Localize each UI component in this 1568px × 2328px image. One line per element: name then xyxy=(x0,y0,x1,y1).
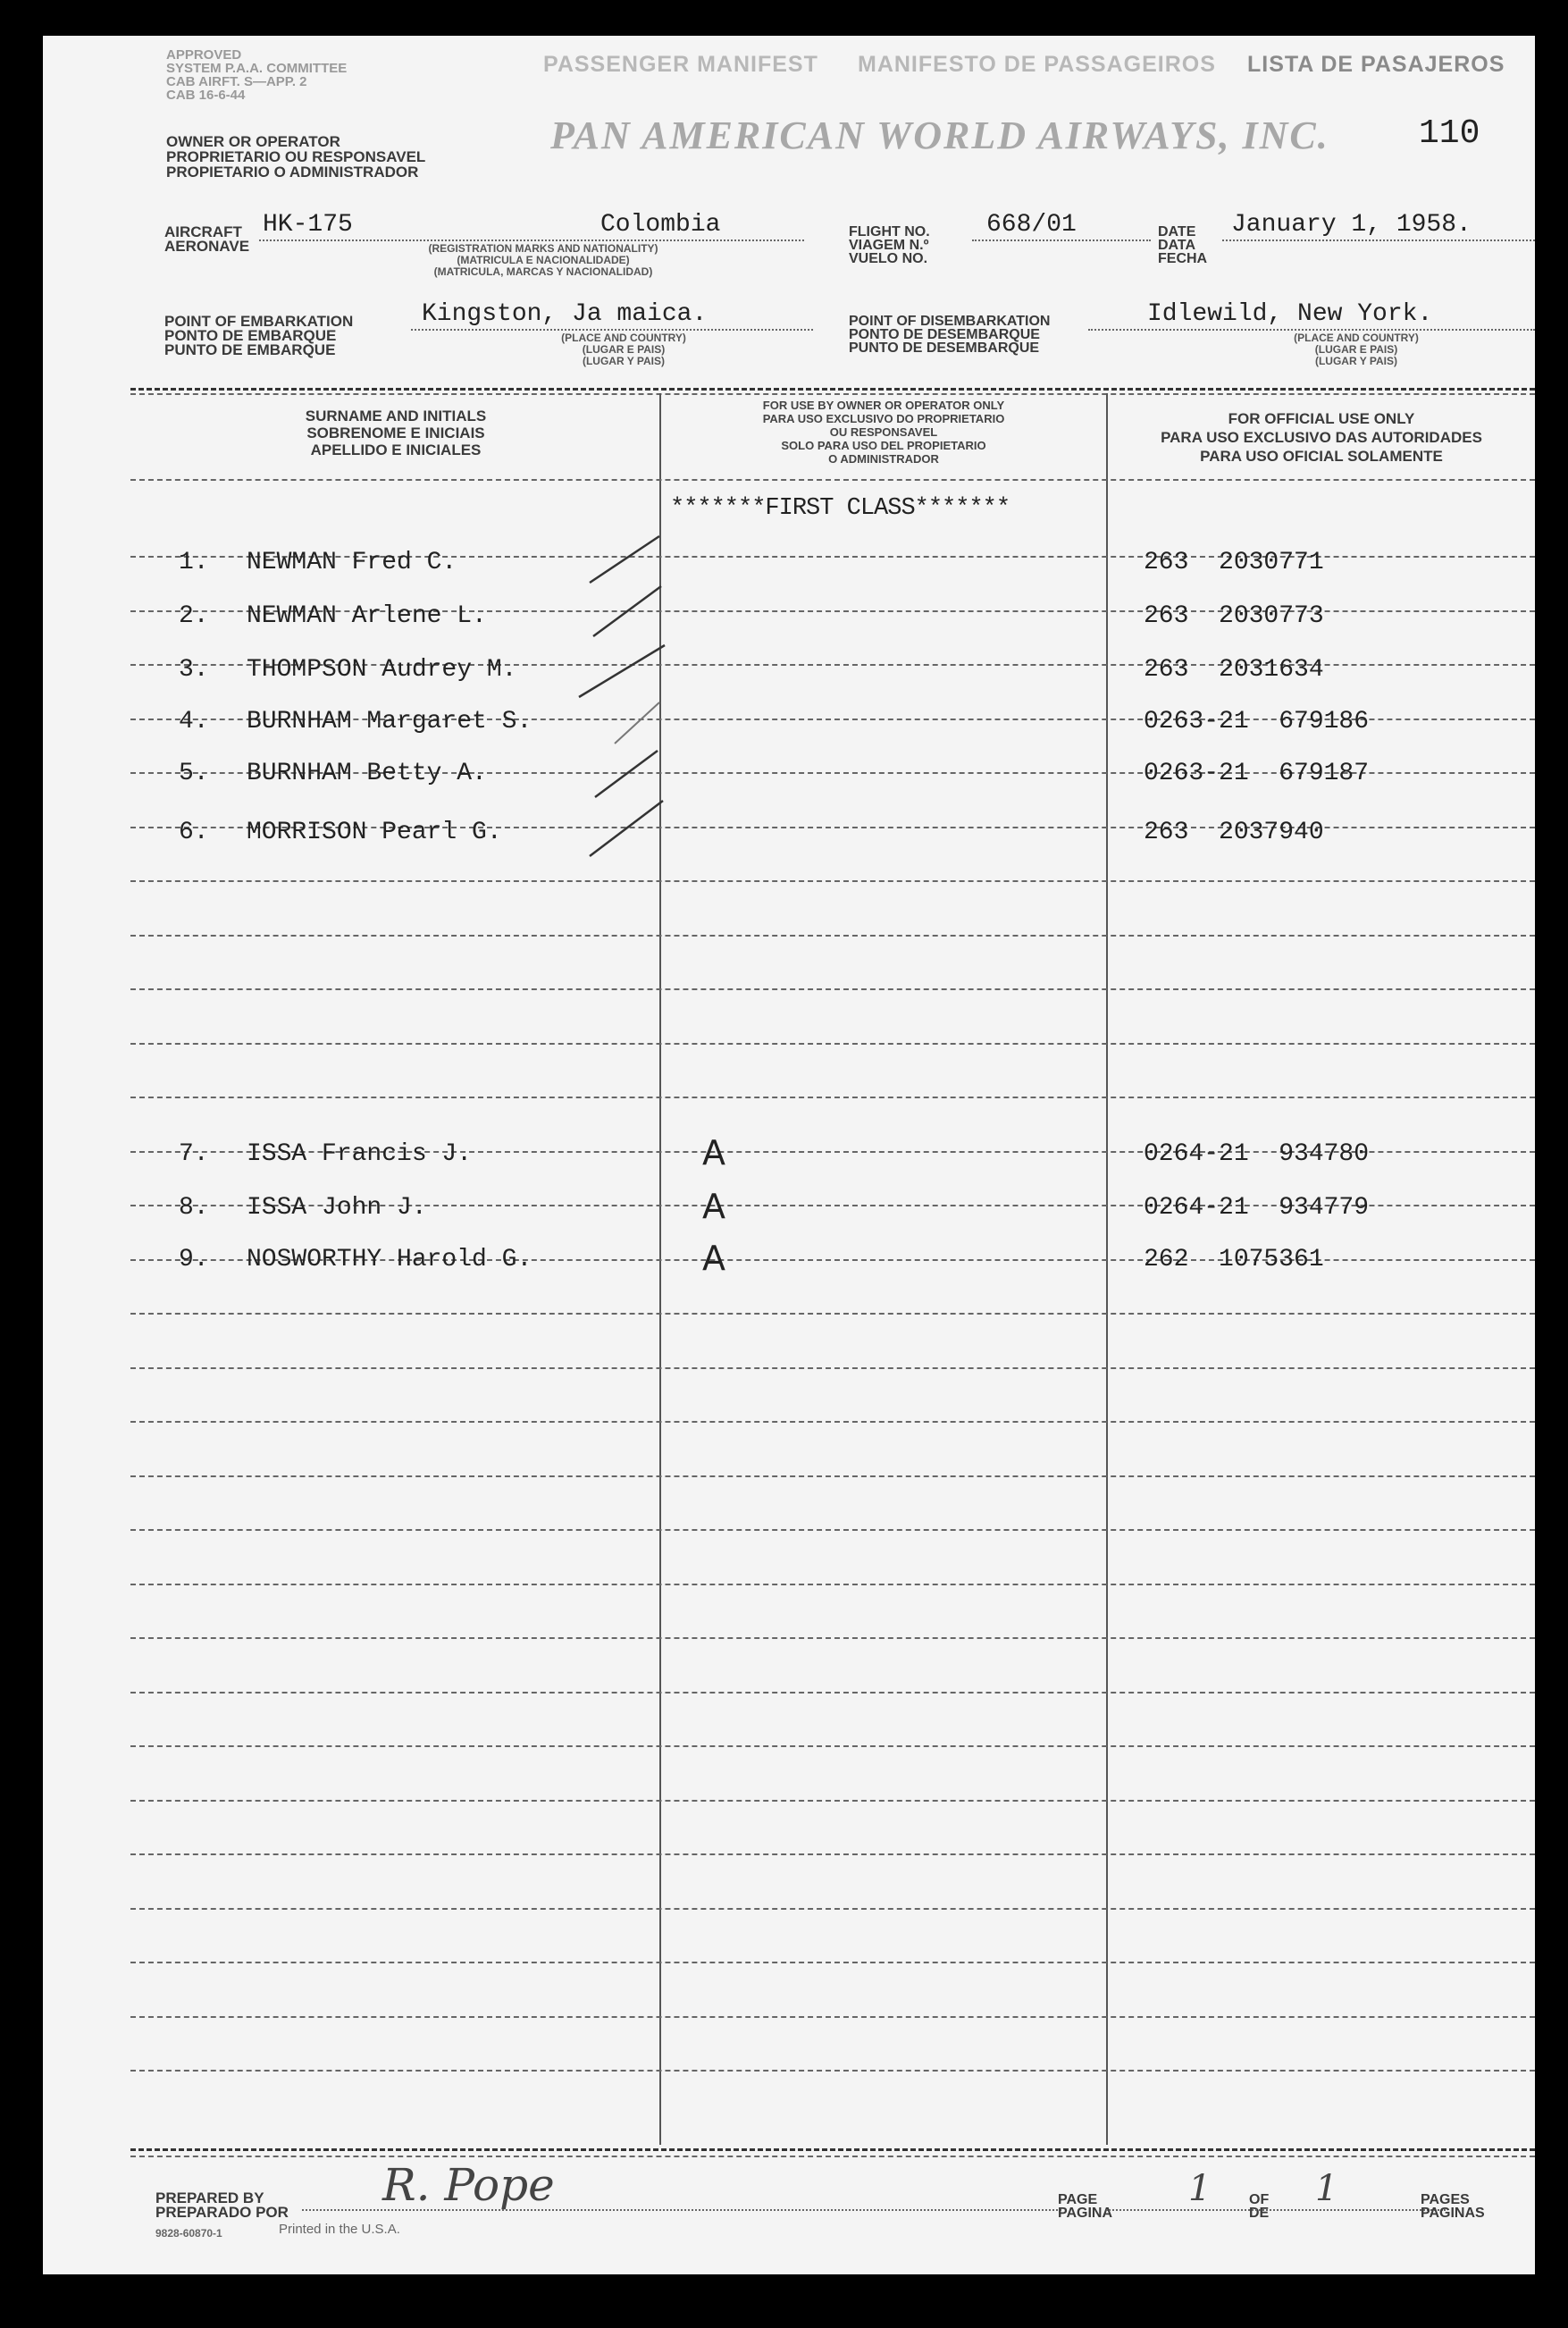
aircraft-sublabel: (REGISTRATION MARKS AND NATIONALITY) xyxy=(428,242,658,255)
passenger-owner-mark: A xyxy=(702,1239,725,1278)
printed-in: Printed in the U.S.A. xyxy=(279,2222,400,2237)
form-number: 9828-60870-1 xyxy=(155,2227,222,2240)
aircraft-registration: HK-175 xyxy=(263,211,353,239)
first-class-banner: *******FIRST CLASS******* xyxy=(670,495,1010,522)
passenger-name: ISSA Francis J. xyxy=(247,1140,473,1168)
passenger-number: 1. xyxy=(179,549,209,576)
owner-header-line: PARA USO EXCLUSIVO DO PROPRIETARIO xyxy=(762,412,1005,425)
embarkation-sublabel: (LUGAR Y PAIS) xyxy=(582,355,665,367)
approval-line: CAB AIRFT. S—APP. 2 xyxy=(166,74,307,89)
pages-underline xyxy=(1106,2209,1446,2211)
flight-label: FLIGHT NO. xyxy=(849,224,930,240)
flight-label: VUELO NO. xyxy=(849,251,928,266)
flight-date: January 1, 1958. xyxy=(1231,211,1472,239)
passenger-ticket-number: 0263-21 679186 xyxy=(1144,708,1370,735)
disembarkation-sublabel: (LUGAR Y PAIS) xyxy=(1314,355,1397,367)
check-mark xyxy=(593,586,661,636)
check-mark xyxy=(590,536,659,583)
passenger-ticket-number: 0264-21 934780 xyxy=(1144,1140,1370,1168)
preparer-signature: R. Pope xyxy=(382,2159,555,2211)
disembarkation-label: PONTO DE DESEMBARQUE xyxy=(849,327,1040,342)
check-mark xyxy=(615,702,659,744)
names-header-line: SOBRENOME E INICIAIS xyxy=(306,424,485,441)
manifest-sheet xyxy=(43,36,1535,2274)
operator-name: PAN AMERICAN WORLD AIRWAYS, INC. xyxy=(550,113,1329,157)
check-marks xyxy=(43,36,1535,2274)
passenger-ticket-number: 0264-21 934779 xyxy=(1144,1194,1370,1222)
check-mark xyxy=(595,751,658,797)
aircraft-label: AIRCRAFT xyxy=(164,223,242,240)
aircraft-sublabel: (MATRICULA E NACIONALIDADE) xyxy=(457,254,630,266)
check-mark xyxy=(590,801,663,856)
passenger-ticket-number: 262 1075361 xyxy=(1144,1246,1324,1273)
owner-label: OWNER OR OPERATOR xyxy=(166,133,340,150)
passenger-ticket-number: 263 2030773 xyxy=(1144,602,1324,630)
flight-label: VIAGEM N.º xyxy=(849,238,929,253)
approval-line: CAB 16-6-44 xyxy=(166,88,246,103)
passenger-number: 8. xyxy=(179,1194,209,1222)
passenger-name: BURNHAM Betty A. xyxy=(247,760,487,787)
of-label: OF xyxy=(1249,2192,1270,2207)
page-label: PAGINA xyxy=(1058,2206,1113,2221)
prepared-label: PREPARED BY xyxy=(155,2189,264,2206)
signature-underline xyxy=(302,2209,1061,2211)
official-header-line: PARA USO OFICIAL SOLAMENTE xyxy=(1200,448,1443,465)
official-header-line: FOR OFFICIAL USE ONLY xyxy=(1228,410,1415,427)
of-value: 1 xyxy=(1315,2168,1338,2209)
passenger-owner-mark: A xyxy=(702,1187,725,1226)
check-mark xyxy=(579,645,665,697)
passenger-number: 6. xyxy=(179,819,209,846)
title-passenger-manifest: PASSENGER MANIFEST xyxy=(543,52,818,77)
passenger-ticket-number: 263 2037940 xyxy=(1144,819,1324,846)
embarkation-sublabel: (LUGAR E PAIS) xyxy=(582,343,666,356)
page-label: PAGE xyxy=(1058,2192,1098,2207)
passenger-name: BURNHAM Margaret S. xyxy=(247,708,532,735)
passenger-ticket-number: 263 2030771 xyxy=(1144,549,1324,576)
flight-number: 668/01 xyxy=(986,211,1077,239)
owner-header-line: O ADMINISTRADOR xyxy=(828,452,939,466)
disembarkation-label: PUNTO DE DESEMBARQUE xyxy=(849,340,1040,356)
owner-header-line: FOR USE BY OWNER OR OPERATOR ONLY xyxy=(762,399,1005,412)
passenger-number: 4. xyxy=(179,708,209,735)
owner-label: PROPIETARIO O ADMINISTRADOR xyxy=(166,164,419,181)
approval-line: APPROVED xyxy=(166,47,242,63)
passenger-number: 5. xyxy=(179,760,209,787)
embarkation-label: PONTO DE EMBARQUE xyxy=(164,327,337,344)
footer-rule-2 xyxy=(130,2156,1535,2157)
aircraft-label: AERONAVE xyxy=(164,238,250,255)
official-header-line: PARA USO EXCLUSIVO DAS AUTORIDADES xyxy=(1161,429,1482,446)
passenger-number: 7. xyxy=(179,1140,209,1168)
embarkation-label: PUNTO DE EMBARQUE xyxy=(164,341,336,358)
disembarkation-place: Idlewild, New York. xyxy=(1147,300,1433,328)
passenger-name: ISSA John J. xyxy=(247,1194,427,1222)
passenger-name: NEWMAN Arlene L. xyxy=(247,602,487,630)
pages-label: PAGINAS xyxy=(1421,2206,1485,2221)
title-manifesto-passageiros: MANIFESTO DE PASSAGEIROS xyxy=(858,52,1216,77)
date-label: FECHA xyxy=(1158,251,1208,266)
date-label: DATA xyxy=(1158,238,1196,253)
passenger-name: MORRISON Pearl G. xyxy=(247,819,502,846)
owner-header-line: SOLO PARA USO DEL PROPIETARIO xyxy=(781,439,986,452)
date-label: DATE xyxy=(1158,224,1196,240)
passenger-name: NOSWORTHY Harold G. xyxy=(247,1246,532,1273)
embarkation-place: Kingston, Ja maica. xyxy=(422,300,708,328)
disembarkation-sublabel: (PLACE AND COUNTRY) xyxy=(1294,332,1419,344)
disembarkation-sublabel: (LUGAR E PAIS) xyxy=(1314,343,1398,356)
footer-rule xyxy=(130,2148,1535,2151)
embarkation-sublabel: (PLACE AND COUNTRY) xyxy=(561,332,686,344)
prepared-label: PREPARADO POR xyxy=(155,2204,289,2221)
prepared-by-labels xyxy=(155,2191,289,2220)
pages-labels xyxy=(1421,2193,1485,2220)
disembarkation-label: POINT OF DISEMBARKATION xyxy=(849,314,1051,329)
names-header-line: APELLIDO E INICIALES xyxy=(310,441,482,458)
approval-line: SYSTEM P.A.A. COMMITTEE xyxy=(166,61,348,76)
passenger-ticket-number: 0263-21 679187 xyxy=(1144,760,1370,787)
passenger-ticket-number: 263 2031634 xyxy=(1144,656,1324,684)
owner-header-line: OU RESPONSAVEL xyxy=(829,425,938,439)
page-value: 1 xyxy=(1188,2168,1212,2209)
title-lista-pasajeros: LISTA DE PASAJEROS xyxy=(1247,52,1505,77)
passenger-owner-mark: A xyxy=(702,1133,725,1172)
owner-label: PROPRIETARIO OU RESPONSAVEL xyxy=(166,148,426,165)
names-header-line: SURNAME AND INITIALS xyxy=(305,408,487,424)
passenger-name: THOMPSON Audrey M. xyxy=(247,656,517,684)
aircraft-nationality: Colombia xyxy=(600,211,721,239)
aircraft-sublabel: (MATRICULA, MARCAS Y NACIONALIDAD) xyxy=(433,265,653,278)
embarkation-label: POINT OF EMBARKATION xyxy=(164,313,354,330)
passenger-name: NEWMAN Fred C. xyxy=(247,549,457,576)
of-label: DE xyxy=(1249,2206,1270,2221)
of-labels xyxy=(1249,2193,1269,2220)
page-labels xyxy=(1058,2193,1112,2220)
passenger-number: 3. xyxy=(179,656,209,684)
passenger-number: 9. xyxy=(179,1246,209,1273)
pages-label: PAGES xyxy=(1421,2192,1470,2207)
page-number: 110 xyxy=(1419,114,1480,153)
passenger-number: 2. xyxy=(179,602,209,630)
